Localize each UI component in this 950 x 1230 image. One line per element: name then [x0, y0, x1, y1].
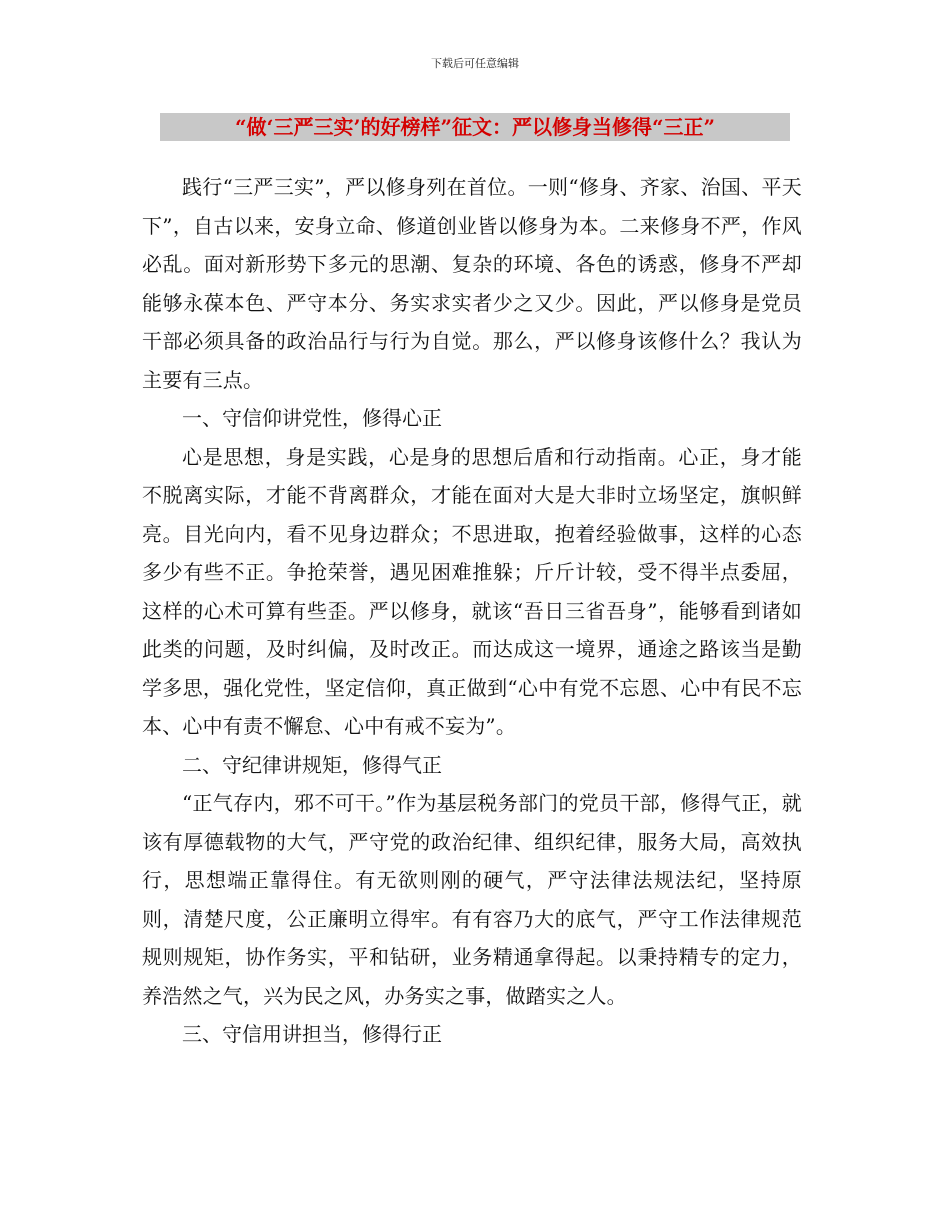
document-body	[142, 168, 802, 1054]
document-title: “做‘三严三实’的好榜样”征文：严以修身当修得“三正”	[235, 115, 715, 139]
header-note: 下载后可任意编辑	[431, 57, 519, 70]
title-highlight	[160, 113, 790, 141]
paragraph-intro: 践行“三严三实”，严以修身列在首位。一则“修身、齐家、治国、平天下”，自古以来，安身立命、修道创业皆以修身为本。二来修身不严，作风必乱。面对新形势下多元的思潮、复杂的环境、各色的诱惑，修身不严却能够永葆本色、严守本分、务实求实者少之又少。因此，严以修身是党员干部必须具备的政治品行与行为自觉。那么，严以修身该修什么？我认为主要有三点。	[142, 175, 802, 392]
paragraph-section-2: “正气存内，邪不可干。”作为基层税务部门的党员干部，修得气正，就该有厚德载物的大气，严守党的政治纪律、组织纪律，服务大局，高效执行，思想端正靠得住。有无欲则刚的硬气，严守法律法规法纪，坚持原则，清楚尺度，公正廉明立得牢。有有容乃大的底气，严守工作法律规范规则规矩，协作务实，平和钻研，业务精通拿得起。以秉持精专的定力，养浩然之气，兴为民之风，办务实之事，做踏实之人。	[142, 791, 802, 1008]
section-heading-2: 二、守纪律讲规矩，修得气正	[182, 752, 442, 777]
paragraph-section-1: 心是思想，身是实践，心是身的思想后盾和行动指南。心正，身才能不脱离实际，才能不背离群众，才能在面对大是大非时立场坚定，旗帜鲜亮。目光向内，看不见身边群众；不思进取，抱着经验做事，这样的心态多少有些不正。争抢荣誉，遇见困难推躲；斤斤计较，受不得半点委屈，这样的心术可算有些歪。严以修身，就该“吾日三省吾身”，能够看到诸如此类的问题，及时纠偏，及时改正。而达成这一境界，通途之路该当是勤学多思，强化党性，坚定信仰，真正做到“心中有党不忘恩、心中有民不忘本、心中有责不懈怠、心中有戒不妄为”。	[142, 444, 802, 738]
section-heading-1: 一、守信仰讲党性，修得心正	[182, 406, 442, 430]
section-heading-3: 三、守信用讲担当，修得行正	[182, 1022, 442, 1046]
